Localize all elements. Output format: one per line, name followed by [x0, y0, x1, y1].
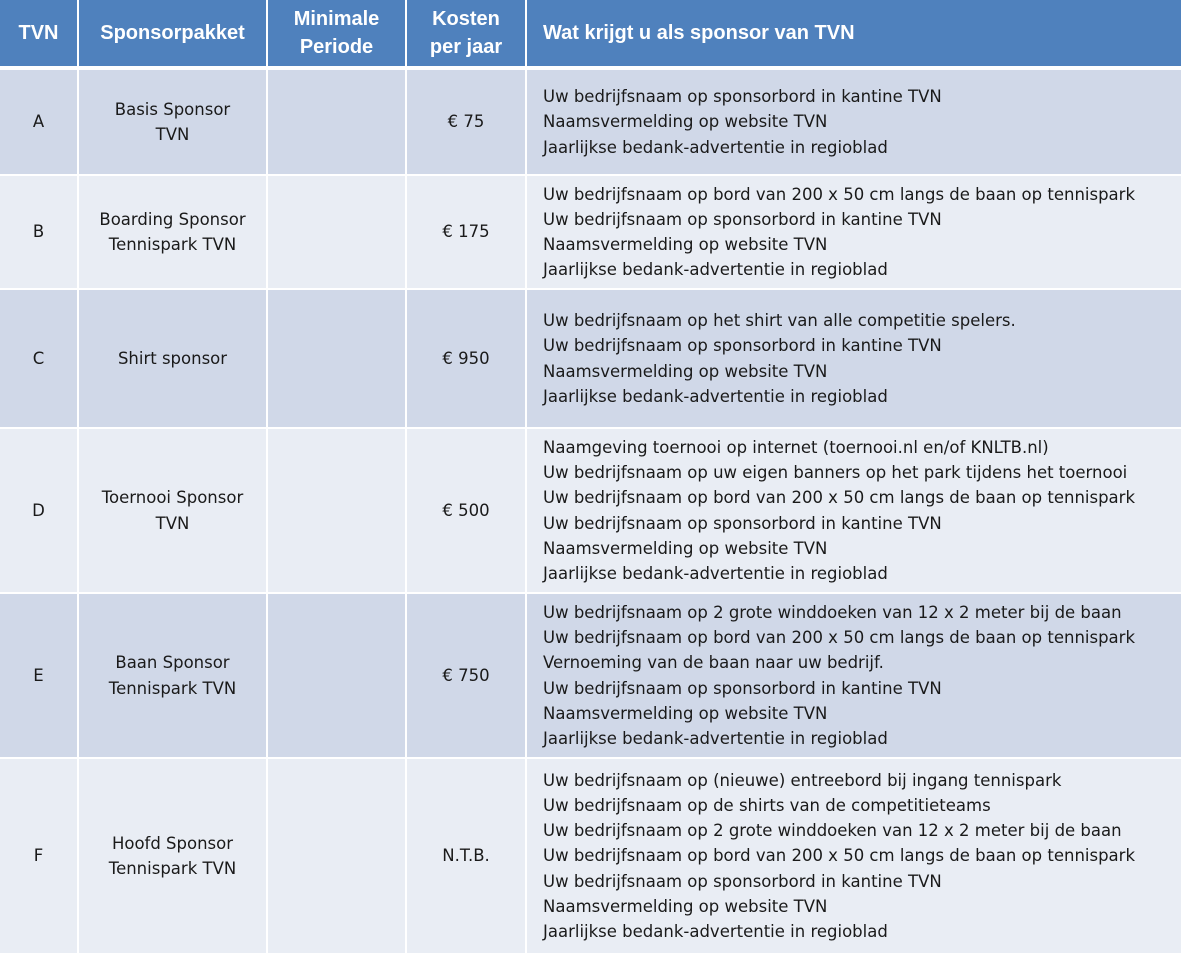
header-tvn: TVN	[0, 0, 78, 68]
cell-benefits	[526, 428, 1181, 593]
table-header	[0, 0, 1181, 68]
benefit-line: Uw bedrijfsnaam op de shirts van de competitieteams	[543, 795, 991, 815]
cell-minimale-periode	[267, 758, 406, 954]
benefit-line: Uw bedrijfsnaam op 2 grote winddoeken van 12 x 2 meter bij de baan	[543, 602, 1122, 622]
benefit-line: Uw bedrijfsnaam op bord van 200 x 50 cm langs de baan op tennispark	[543, 184, 1136, 204]
table-row	[0, 593, 1181, 758]
sponsorpakket-line: Basis Sponsor	[114, 99, 231, 119]
cell-benefits	[526, 68, 1181, 175]
benefit-line: Jaarlijkse bedank-advertentie in regioblad	[543, 386, 888, 406]
benefit-line: Uw bedrijfsnaam op sponsorbord in kantine TVN	[543, 87, 942, 107]
cell-sponsorpakket	[78, 428, 267, 593]
benefit-line: Jaarlijkse bedank-advertentie in regioblad	[543, 922, 888, 941]
sponsorpakket-line: Tennispark TVN	[108, 859, 237, 878]
table-row	[0, 68, 1181, 175]
benefit-line: Naamsvermelding op website TVN	[543, 235, 828, 254]
benefit-line: Naamsvermelding op website TVN	[543, 896, 828, 916]
table-row	[0, 289, 1181, 428]
cell-tvn-code: D	[0, 428, 78, 593]
sponsorpakket-line: Baan Sponsor	[115, 653, 230, 673]
header-minimale-periode-line-1: Minimale	[293, 8, 380, 30]
cell-tvn-code: F	[0, 758, 78, 954]
cell-kosten: € 175	[406, 175, 526, 289]
benefit-line: Uw bedrijfsnaam op uw eigen banners op het park tijdens het toernooi	[543, 463, 1128, 483]
cell-kosten: € 950	[406, 289, 526, 428]
cell-tvn-code: B	[0, 175, 78, 289]
sponsorpakket-line: TVN	[155, 125, 190, 144]
benefit-line: Uw bedrijfsnaam op sponsorbord in kantine TVN	[543, 336, 942, 356]
cell-tvn-code: A	[0, 68, 78, 175]
benefit-line: Uw bedrijfsnaam op sponsorbord in kantine TVN	[543, 513, 942, 533]
cell-benefits	[526, 175, 1181, 289]
cell-kosten: € 75	[406, 68, 526, 175]
benefit-line: Uw bedrijfsnaam op (nieuwe) entreebord bij ingang tennispark	[543, 770, 1062, 790]
sponsorpakket-line: Tennispark TVN	[108, 235, 237, 254]
benefit-line: Uw bedrijfsnaam op sponsorbord in kantine TVN	[543, 209, 942, 229]
cell-kosten: N.T.B.	[406, 758, 526, 954]
cell-tvn-code: E	[0, 593, 78, 758]
benefit-line: Jaarlijkse bedank-advertentie in regioblad	[543, 728, 888, 748]
benefit-line: Naamsvermelding op website TVN	[543, 361, 828, 381]
cell-tvn-code: C	[0, 289, 78, 428]
table-body	[0, 68, 1181, 954]
sponsorpakket-line: Hoofd Sponsor	[111, 833, 234, 853]
benefit-line: Uw bedrijfsnaam op bord van 200 x 50 cm langs de baan op tennispark	[543, 628, 1136, 648]
cell-sponsorpakket	[78, 289, 267, 428]
cell-benefits	[526, 289, 1181, 428]
benefit-line: Naamsvermelding op website TVN	[543, 112, 828, 132]
cell-benefits	[526, 593, 1181, 758]
sponsorpakket-line: TVN	[155, 513, 190, 533]
benefit-line: Uw bedrijfsnaam op het shirt van alle competitie spelers.	[543, 311, 1016, 331]
sponsorpakket-line: Boarding Sponsor	[99, 209, 246, 229]
sponsorpakket-line: Shirt sponsor	[117, 348, 228, 368]
header-minimale-periode-line-2: Periode	[299, 36, 374, 58]
benefit-line: Naamsvermelding op website TVN	[543, 538, 828, 558]
cell-kosten: € 750	[406, 593, 526, 758]
header-wat-krijgt-u: Wat krijgt u als sponsor van TVN	[526, 0, 1181, 68]
cell-minimale-periode	[267, 289, 406, 428]
cell-sponsorpakket	[78, 68, 267, 175]
cell-sponsorpakket	[78, 175, 267, 289]
benefit-line: Naamgeving toernooi op internet (toernooi.nl en/of KNLTB.nl)	[543, 437, 1049, 457]
benefit-line: Vernoeming van de baan naar uw bedrijf.	[543, 653, 884, 673]
header-kosten-per-jaar	[406, 0, 526, 68]
cell-minimale-periode	[267, 175, 406, 289]
header-kosten-line-1: Kosten	[432, 8, 500, 30]
cell-sponsorpakket	[78, 593, 267, 758]
sponsorpakket-line: Toernooi Sponsor	[101, 488, 244, 508]
header-kosten-line-2: per jaar	[429, 36, 503, 58]
header-row	[0, 0, 1181, 68]
cell-kosten: € 500	[406, 428, 526, 593]
benefit-line: Jaarlijkse bedank-advertentie in regioblad	[543, 563, 888, 583]
benefit-line: Uw bedrijfsnaam op bord van 200 x 50 cm langs de baan op tennispark	[543, 488, 1136, 508]
cell-sponsorpakket	[78, 758, 267, 954]
benefit-line: Uw bedrijfsnaam op sponsorbord in kantine TVN	[543, 678, 942, 698]
table-row	[0, 428, 1181, 593]
benefit-line: Naamsvermelding op website TVN	[543, 703, 828, 723]
header-minimale-periode	[267, 0, 406, 68]
benefit-line: Jaarlijkse bedank-advertentie in regioblad	[543, 260, 888, 280]
benefit-line: Uw bedrijfsnaam op sponsorbord in kantine TVN	[543, 871, 942, 891]
benefit-line: Jaarlijkse bedank-advertentie in regioblad	[543, 137, 888, 157]
sponsorpakket-line: Tennispark TVN	[108, 678, 237, 698]
table-row	[0, 175, 1181, 289]
benefit-line: Uw bedrijfsnaam op 2 grote winddoeken van 12 x 2 meter bij de baan	[543, 821, 1122, 841]
cell-minimale-periode	[267, 428, 406, 593]
cell-minimale-periode	[267, 593, 406, 758]
benefit-line: Uw bedrijfsnaam op bord van 200 x 50 cm langs de baan op tennispark	[543, 846, 1136, 866]
table-row	[0, 758, 1181, 954]
cell-minimale-periode	[267, 68, 406, 175]
cell-benefits	[526, 758, 1181, 954]
header-sponsorpakket: Sponsorpakket	[78, 0, 267, 68]
